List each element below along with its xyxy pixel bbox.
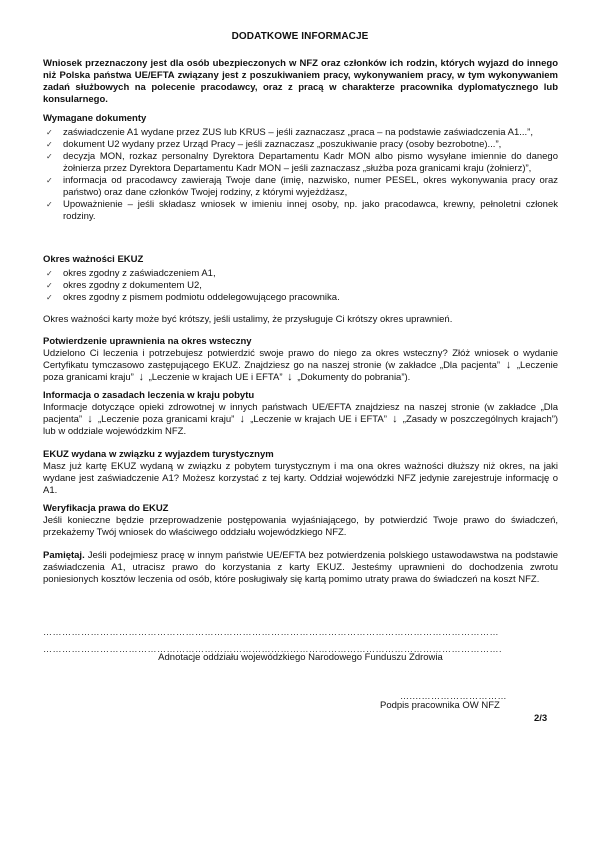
signature-line: …....……………………… [400,691,508,701]
documents-section [43,113,558,223]
rules-section [43,390,558,438]
arrow-down-icon: ↓ [392,413,398,425]
list-item: ✓ Upoważnienie – jeśli składasz wniosek w imieniu innej osoby, np. jako pracodawca, krewny, pełnoletni członek rodziny. [46,199,558,222]
arrow-down-icon: ↓ [505,359,512,371]
documents-heading: Wymagane dokumenty [43,113,147,124]
remember-label: Pamiętaj. [43,550,85,561]
page-title: DODATKOWE INFORMACJE [231,31,369,42]
check-icon: ✓ [46,128,53,137]
tourist-text: Masz już kartę EKUZ wydaną w związku z pobytem turystycznym i ma ona okres ważności dłuższy niż okres, na jaki wydane jest zaświadczenie A1? Możesz korzystać z tej karty. Oddział wojewódzki NFZ jedynie zarejestruje informację o A1. [43,461,558,496]
check-icon: ✓ [46,176,53,185]
arrow-down-icon: ↓ [287,371,293,383]
check-icon: ✓ [46,293,53,302]
check-icon: ✓ [46,281,53,290]
list-item: ✓ okres zgodny z pismem podmiotu oddelegowującego pracownika. [46,292,340,303]
page-number: 2/3 [534,713,548,724]
check-icon: ✓ [46,200,53,209]
list-item: ✓ informacja od pracodawcy zawierają Twoje dane (imię, nazwisko, numer PESEL, okres wykonywania pracy oraz państwo) oraz dane członków Twojej rodziny, z którymi wyjeżdżasz, [46,175,558,198]
arrow-down-icon: ↓ [239,413,245,425]
check-icon: ✓ [46,140,53,149]
list-item: ✓ decyzja MON, rozkaz personalny Dyrektora Departamentu Kadr MON albo pismo wysyłane imiennie do danego żołnierza przez Dyrektora Departamentu Kadr MON – jeśli zaznaczasz „służba poza granicami kraju (żołnierz)”, [46,151,558,174]
arrow-down-icon: ↓ [87,413,93,425]
rules-heading: Informacja o zasadach leczenia w kraju pobytu [43,390,255,401]
retro-section [43,336,558,384]
notes-label: Adnotacje oddziału wojewódzkiego Narodowego Funduszu Zdrowia [158,652,443,663]
verify-heading: Weryfikacja prawa do EKUZ [43,503,169,514]
tourist-section [43,449,558,497]
intro-paragraph: Wniosek przeznaczony jest dla osób ubezpieczonych w NFZ oraz członków ich rodzin, których wyjazd do innego niż Polska państwa UE/EFTA związany jest z poszukiwaniem pracy, wykonywaniem pracy, w tym wykonywaniem zadań służbowych na polecenie pracodawcy, oraz z pracą w charakterze pracownika dyplomatycznego lub konsularnego. [43,58,558,105]
validity-note: Okres ważności karty może być krótszy, jeśli ustalimy, że przysługuje Ci krótszy okres uprawnień. [43,314,453,325]
retro-text: Udzielono Ci leczenia i potrzebujesz potwierdzić swoje prawo do niego za okres wsteczny? Złóż wniosek o wydanie Certyfikatu tymczasowo zastępującego EKUZ. Znajdziesz go na naszej stronie (w zakładce „Dla pacjenta” ↓ „Leczenie poza granicami kraju” ↓ „Leczenie w krajach UE i EFTA” ↓ „Dokumenty do pobrania”). [43,348,559,383]
notes-line-1: ……………………………………………………………………………………………………………………………… [43,627,499,637]
remember-paragraph: Pamiętaj. Jeśli podejmiesz pracę w innym państwie UE/EFTA bez potwierdzenia polskiego ustawodawstwa na podstawie zaświadczenia A1, utracisz prawo do korzystania z karty EKUZ. Jesteśmy uprawnieni do dochodzenia zwrotu poniesionych kosztów leczenia od osób, które posługiwały się kartą pomimo utraty prawa do świadczeń na koszt NFZ. [43,550,558,585]
check-icon: ✓ [46,152,53,161]
validity-list [43,268,558,304]
list-item: ✓ okres zgodny z dokumentem U2, [46,280,202,291]
list-item: ✓ zaświadczenie A1 wydane przez ZUS lub KRUS – jeśli zaznaczasz „praca – na podstawie zaświadczenia A1...”, [46,127,533,138]
notes-line-2: ………………………………………………………………………………………………………………………………. [43,644,503,654]
validity-heading: Okres ważności EKUZ [43,254,144,265]
list-item: ✓ dokument U2 wydany przez Urząd Pracy – jeśli zaznaczasz „poszukiwanie pracy (osoby bezrobotne)...”, [46,139,502,150]
signature-label: Podpis pracownika OW NFZ [380,700,500,711]
verify-text: Jeśli konieczne będzie przeprowadzenie postępowania wyjaśniającego, by potwierdzić Twoje prawo do świadczeń, przekażemy Twój wniosek do właściwego oddziału wojewódzkiego NFZ. [43,515,558,538]
retro-heading: Potwierdzenie uprawnienia na okres wsteczny [43,336,252,347]
rules-text: Informacje dotyczące opieki zdrowotnej w innych państwach UE/EFTA znajdziesz na naszej stronie (w zakładce „Dla pacjenta” ↓ „Leczenie poza granicami kraju” ↓ „Leczenie w krajach UE i EFTA” ↓ „Zasady w poszczególnych krajach”) lub w oddziale wojewódzkim NFZ. [43,402,559,437]
validity-section [43,254,558,304]
arrow-down-icon: ↓ [138,371,144,383]
check-icon: ✓ [46,269,53,278]
list-item: ✓ okres zgodny z zaświadczeniem A1, [46,268,216,279]
tourist-heading: EKUZ wydana w związku z wyjazdem turystycznym [43,449,274,460]
documents-list [43,127,558,223]
verify-section [43,503,558,539]
